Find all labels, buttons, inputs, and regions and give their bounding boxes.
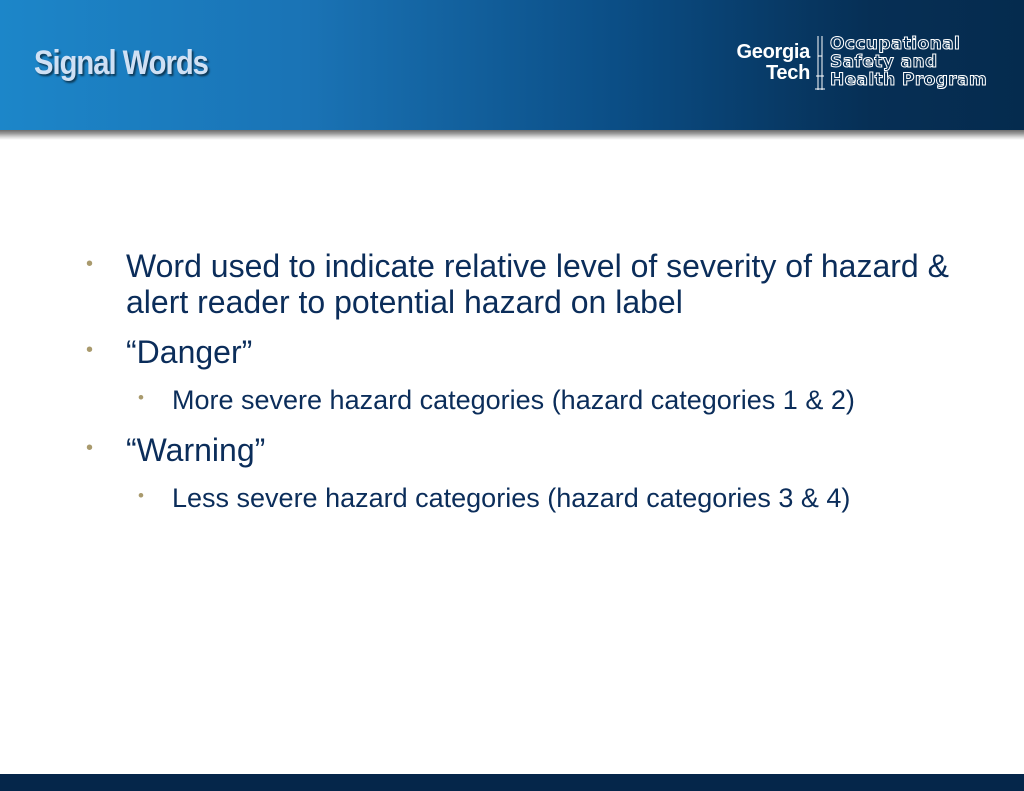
bullet-dot-icon: • [138, 388, 144, 407]
bullet-list [86, 248, 986, 530]
sub-bullet-text: More severe hazard categories (hazard categories 1 & 2) [172, 385, 855, 415]
tower-icon [814, 36, 826, 90]
bullet-dot-icon: • [86, 437, 94, 459]
slide-title: Signal Words [34, 44, 208, 82]
georgia-tech-logo [704, 34, 1016, 92]
bullet-text: Word used to indicate relative level of severity of hazard & alert reader to potential hazard on label [126, 248, 949, 320]
bullet-item [86, 432, 986, 468]
logo-line-tech: Tech [766, 62, 810, 84]
logo-program-line-1: Occupational [830, 34, 961, 54]
logo-program-line-3: Health Program [830, 70, 988, 90]
bullet-item [86, 248, 986, 320]
sub-bullet-item [86, 384, 986, 416]
logo-program-line-2: Safety and [830, 52, 938, 72]
bullet-dot-icon: • [138, 486, 144, 505]
logo-line-georgia: Georgia [736, 41, 810, 63]
sub-bullet-text: Less severe hazard categories (hazard categories 3 & 4) [172, 483, 851, 513]
bullet-text: “Warning” [126, 432, 266, 468]
header-shadow [0, 130, 1024, 140]
bullet-text: “Danger” [126, 334, 253, 370]
bullet-dot-icon: • [86, 253, 94, 275]
logo-wordmark [737, 42, 810, 84]
logo-program-name [830, 35, 987, 89]
bullet-dot-icon: • [86, 339, 94, 361]
footer-bar [0, 774, 1024, 791]
sub-bullet-item [86, 482, 986, 514]
bullet-item [86, 334, 986, 370]
